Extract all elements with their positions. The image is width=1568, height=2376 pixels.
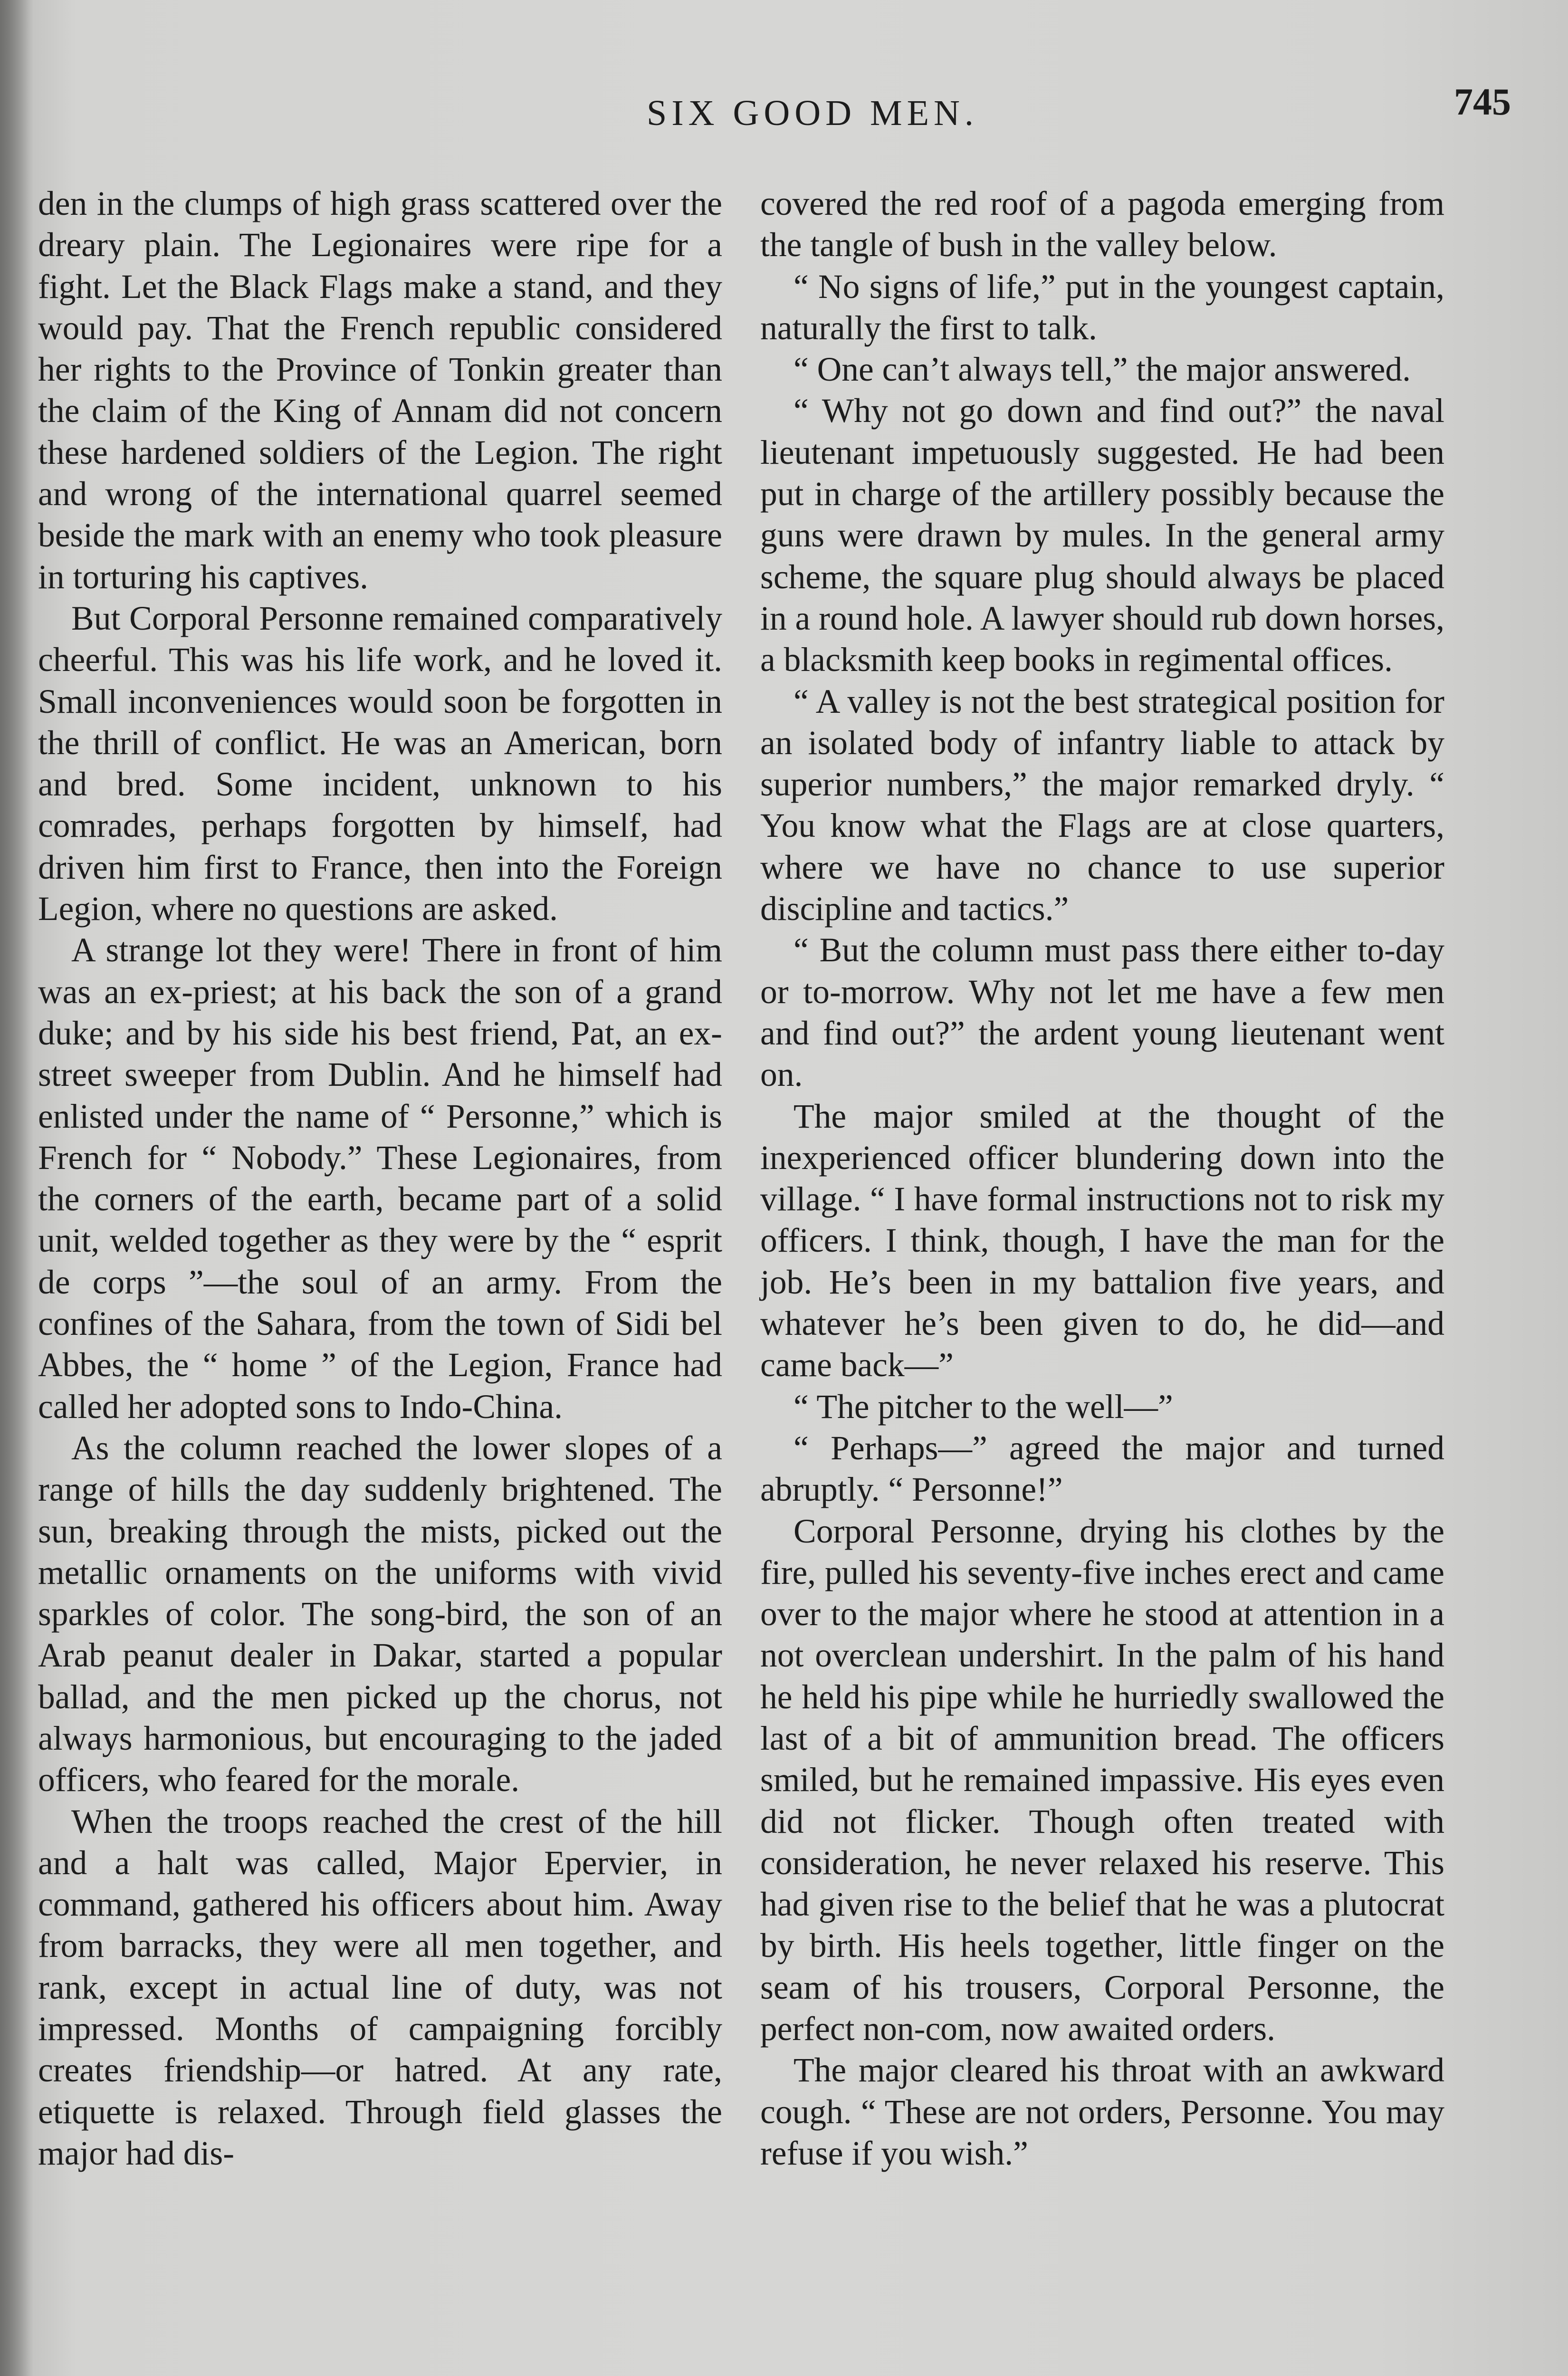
left-paragraph-2: But Corporal Personne remained comparatively cheerful. This was his life work, and he loved it. Small inconveniences would soon be forgotten in the thrill of conflict. He was an American, born and bred. Some incident, unknown to his comrades, perhaps forgotten by himself, had driven him first to France, then into the Foreign Legion, where no questions are asked. [38, 599, 722, 928]
left-paragraph-4: As the column reached the lower slopes of a range of hills the day suddenly brightened. The sun, breaking through the mists, picked out the metallic ornaments on the uniforms with vivid sparkles of color. The song-bird, the son of an Arab peanut dealer in Dakar, started a popular ballad, and the men picked up the chorus, not always harmonious, but encouraging to the jaded officers, who feared for the morale. [38, 1429, 722, 1799]
right-paragraph-8: “ The pitcher to the well—” [794, 1388, 1173, 1426]
page-number: 745 [1454, 81, 1511, 123]
right-paragraph-1: covered the red roof of a pagoda emerging from the tangle of bush in the valley below. [760, 185, 1444, 264]
left-paragraph-3: A strange lot they were! There in front of him was an ex-priest; at his back the son of a grand duke; and by his side his best friend, Pat, an ex-street sweeper from Dublin. And he himself had enlisted under the name of “ Personne,” which is French for “ Nobody.” These Legionaires, from the corners of the earth, became part of a solid unit, welded together as they were by the “ esprit de corps ”—the soul of an army. From the confines of the Sahara, from the town of Sidi bel Abbes, the “ home ” of the Legion, France had called her adopted sons to Indo-China. [38, 931, 722, 1426]
right-paragraph-6: “ But the column must pass there either to-day or to-morrow. Why not let me have a few men and find out?” the ardent young lieutenant went on. [760, 931, 1444, 1094]
right-paragraph-5: “ A valley is not the best strategical position for an isolated body of infantry liable to attack by superior numbers,” the major remarked dryly. “ You know what the Flags are at close quarters, where we have no chance to use superior discipline and tactics.” [760, 682, 1444, 928]
left-paragraph-1: den in the clumps of high grass scattered over the dreary plain. The Legionaires were ripe for a fight. Let the Black Flags make a stand, and they would pay. That the French republic considered her rights to the Province of Tonkin greater than the claim of the King of Annam did not concern these hardened soldiers of the Legion. The right and wrong of the international quarrel seemed beside the mark with an enemy who took pleasure in torturing his captives. [38, 185, 722, 596]
right-column [760, 183, 1444, 2174]
right-paragraph-3: “ One can’t always tell,” the major answered. [794, 351, 1411, 389]
right-paragraph-2: “ No signs of life,” put in the youngest captain, naturally the first to talk. [760, 268, 1444, 347]
gutter-shadow [0, 0, 33, 2376]
left-column [38, 183, 722, 2174]
left-paragraph-5: When the troops reached the crest of the hill and a halt was called, Major Epervier, in command, gathered his officers about him. Away from barracks, they were all men together, and rank, except in actual line of duty, was not impressed. Months of campaigning forcibly creates friendship—or hatred. At any rate, etiquette is relaxed. Through field glasses the major had dis- [38, 1802, 722, 2172]
right-paragraph-11: The major cleared his throat with an awkward cough. “ These are not orders, Personne. You may refuse if you wish.” [760, 2051, 1444, 2172]
right-paragraph-4: “ Why not go down and find out?” the naval lieutenant impetuously suggested. He had been put in charge of the artillery possibly because the guns were drawn by mules. In the general army scheme, the square plug should always be placed in a round hole. A lawyer should rub down horses, a blacksmith keep books in regimental offices. [760, 392, 1444, 679]
right-paragraph-10: Corporal Personne, drying his clothes by the fire, pulled his seventy-five inches erect and came over to the major where he stood at attention in a not overclean undershirt. In the palm of his hand he held his pipe while he hurriedly swallowed the last of a bit of ammunition bread. The officers smiled, but he remained impassive. His eyes even did not flicker. Though often treated with consideration, he never relaxed his reserve. This had given rise to the belief that he was a plutocrat by birth. His heels together, little finger on the seam of his trousers, Corporal Personne, the perfect non-com, now awaited orders. [760, 1512, 1444, 2048]
running-head: SIX GOOD MEN. [647, 93, 978, 133]
right-paragraph-9: “ Perhaps—” agreed the major and turned abruptly. “ Personne!” [760, 1429, 1444, 1509]
right-paragraph-7: The major smiled at the thought of the inexperienced officer blundering down into the village. “ I have formal instructions not to risk my officers. I think, though, I have the man for the job. He’s been in my battalion five years, and whatever he’s been given to do, he did—and came back—” [760, 1097, 1444, 1384]
